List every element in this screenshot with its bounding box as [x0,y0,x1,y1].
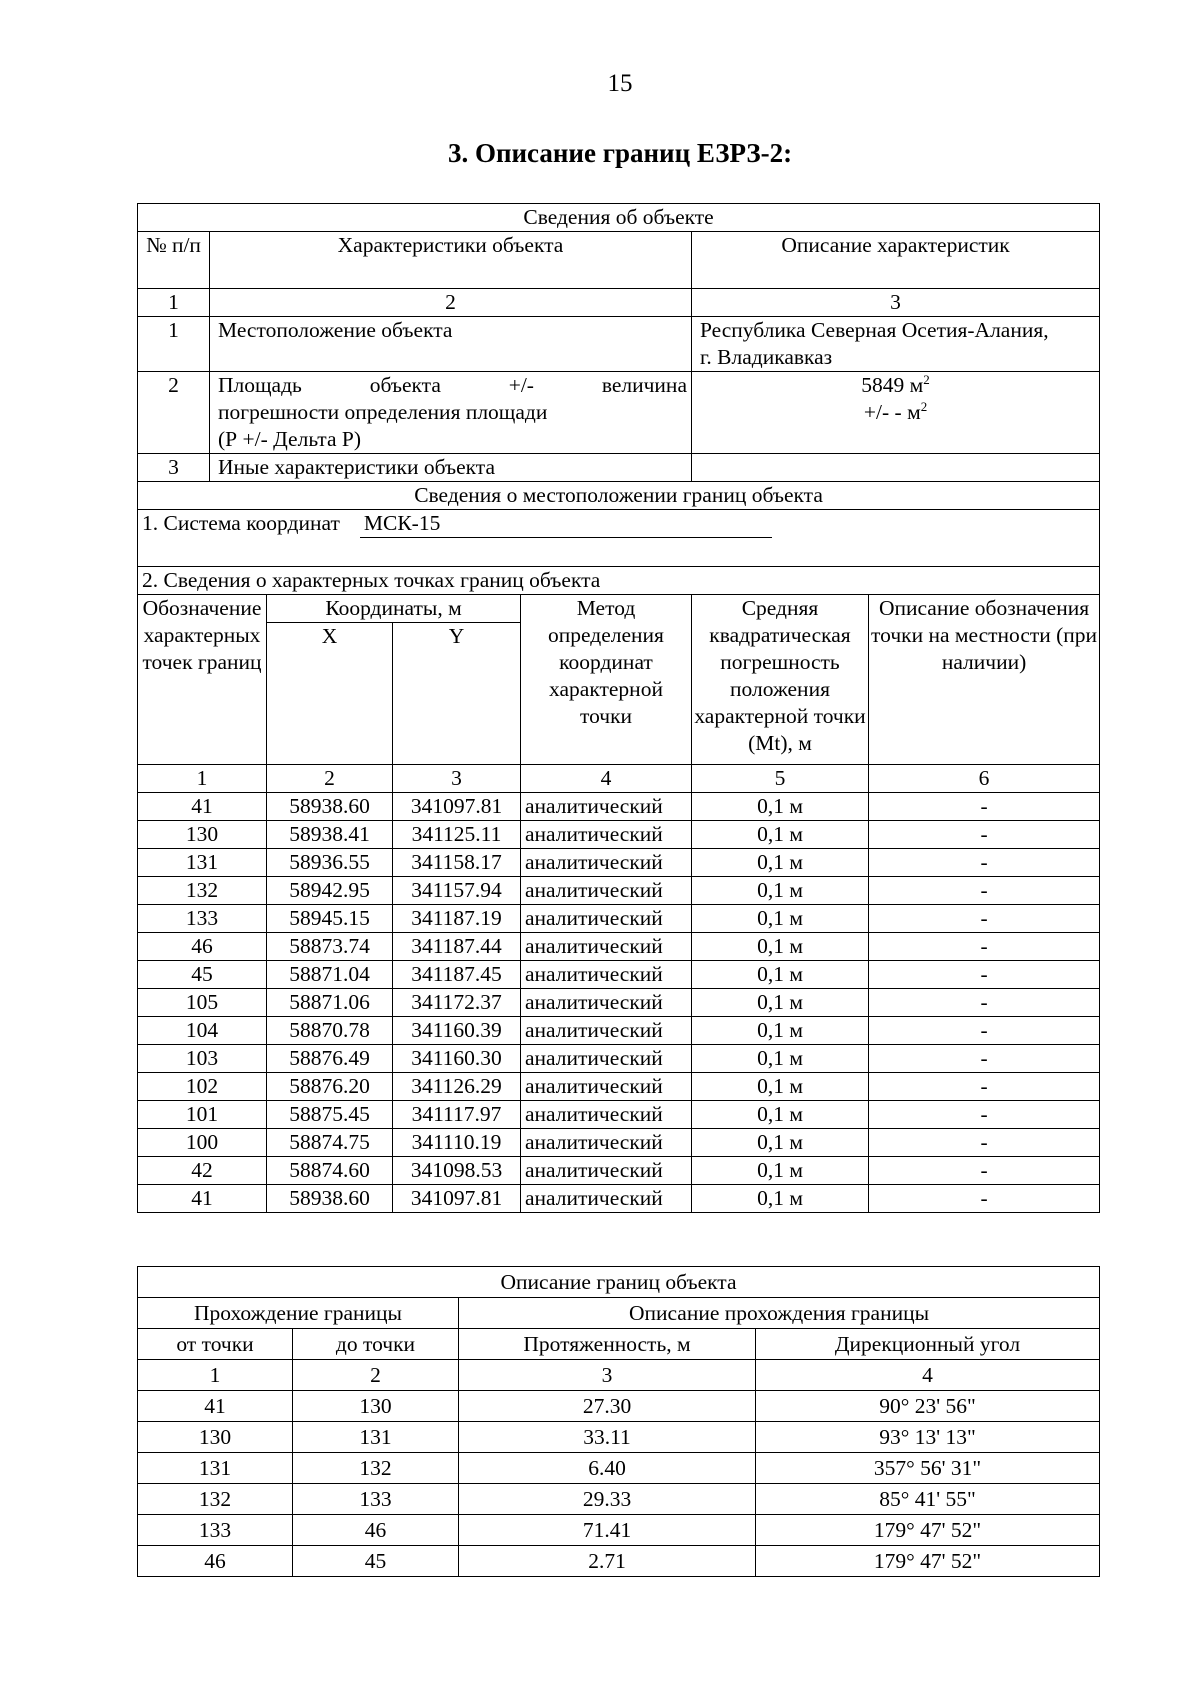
boundary-angle: 93° 13' 13" [756,1422,1100,1453]
boundary-to: 132 [293,1453,459,1484]
point-method: аналитический [521,1045,692,1073]
boundary-angle: 179° 47' 52" [756,1515,1100,1546]
table-row [138,905,1100,933]
point-description: - [869,961,1100,989]
point-x: 58874.75 [267,1129,393,1157]
boundary-to: 131 [293,1422,459,1453]
point-error: 0,1 м [692,1185,869,1213]
point-y: 341098.53 [393,1157,521,1185]
table-row [138,989,1100,1017]
point-method: аналитический [521,1073,692,1101]
point-x: 58938.60 [267,793,393,821]
point-description: - [869,1101,1100,1129]
point-description: - [869,793,1100,821]
point-designation: 130 [138,821,267,849]
point-x: 58873.74 [267,933,393,961]
boundary-to: 130 [293,1391,459,1422]
table-row [138,1391,1100,1422]
point-description: - [869,1129,1100,1157]
boundaries-table [137,1266,1100,1577]
characteristic-value [692,317,1100,372]
col-number: 1 [138,765,267,793]
point-y: 341172.37 [393,989,521,1017]
col-header-method: Метод определения координат характерной точки [521,595,692,765]
table-row [138,1515,1100,1546]
row-number: 2 [138,372,210,454]
point-description: - [869,849,1100,877]
location-header: Сведения о местоположении границ объекта [138,482,1100,510]
point-error: 0,1 м [692,1045,869,1073]
point-description: - [869,905,1100,933]
table-row [138,1484,1100,1515]
point-y: 341117.97 [393,1101,521,1129]
boundary-length: 2.71 [459,1546,756,1577]
point-description: - [869,1017,1100,1045]
point-method: аналитический [521,1129,692,1157]
point-designation: 131 [138,849,267,877]
col-header-characteristics: Характеристики объекта [210,232,692,289]
boundary-from: 130 [138,1422,293,1453]
area-label-line: Площадь объекта +/- величина [218,373,687,397]
table-row [138,877,1100,905]
point-description: - [869,989,1100,1017]
col-header-passage: Прохождение границы [138,1298,459,1329]
point-error: 0,1 м [692,989,869,1017]
point-error: 0,1 м [692,821,869,849]
col-number: 4 [756,1360,1100,1391]
point-y: 341187.45 [393,961,521,989]
point-y: 341158.17 [393,849,521,877]
point-y: 341160.39 [393,1017,521,1045]
point-designation: 104 [138,1017,267,1045]
boundary-length: 29.33 [459,1484,756,1515]
col-number: 2 [210,289,692,317]
boundary-to: 133 [293,1484,459,1515]
point-description: - [869,1045,1100,1073]
col-header-passage-desc: Описание прохождения границы [459,1298,1100,1329]
point-y: 341160.30 [393,1045,521,1073]
boundary-angle: 357° 56' 31" [756,1453,1100,1484]
boundary-from: 132 [138,1484,293,1515]
table-row [138,1045,1100,1073]
col-header-coords: Координаты, м [267,595,521,623]
characteristic-name [210,372,692,454]
point-y: 341187.44 [393,933,521,961]
page-title: 3. Описание границ ЕЗРЗ-2: [447,138,793,168]
point-method: аналитический [521,877,692,905]
point-error: 0,1 м [692,849,869,877]
point-y: 341126.29 [393,1073,521,1101]
col-header-point-desc: Описание обозначения точки на местности (при наличии) [869,595,1100,765]
col-header-length: Протяженность, м [459,1329,756,1360]
col-header-description: Описание характеристик [692,232,1100,289]
point-y: 341110.19 [393,1129,521,1157]
boundary-to: 45 [293,1546,459,1577]
coord-system-label: 1. Система координат [142,511,340,535]
point-method: аналитический [521,1101,692,1129]
point-description: - [869,1073,1100,1101]
point-x: 58876.20 [267,1073,393,1101]
point-designation: 41 [138,793,267,821]
point-method: аналитический [521,1185,692,1213]
unit-power: 2 [920,398,928,414]
location-line: Республика Северная Осетия-Алания, [700,318,1049,342]
col-number: 3 [393,765,521,793]
point-description: - [869,1185,1100,1213]
characteristic-value [692,372,1100,454]
point-error: 0,1 м [692,961,869,989]
point-designation: 105 [138,989,267,1017]
point-designation: 46 [138,933,267,961]
point-description: - [869,821,1100,849]
row-number: 1 [138,317,210,372]
object-info-table [137,203,1100,1213]
col-numbers-row [138,765,1100,793]
col-header-x: X [267,623,393,765]
boundary-angle: 85° 41' 55" [756,1484,1100,1515]
point-error: 0,1 м [692,933,869,961]
characteristic-value [692,454,1100,482]
col-header-from: от точки [138,1329,293,1360]
boundary-length: 71.41 [459,1515,756,1546]
point-error: 0,1 м [692,793,869,821]
col-header-designation: Обозначение характерных точек границ [138,595,267,765]
point-designation: 133 [138,905,267,933]
col-header-angle: Дирекционный угол [756,1329,1100,1360]
point-description: - [869,933,1100,961]
col-number: 2 [293,1360,459,1391]
point-error: 0,1 м [692,1073,869,1101]
point-designation: 101 [138,1101,267,1129]
col-number: 5 [692,765,869,793]
area-label-line: (Р +/- Дельта Р) [218,427,362,451]
area-error: +/- - м [863,400,921,424]
unit-power: 2 [923,371,930,387]
coord-system-value: МСК-15 [360,510,772,538]
table-row [138,1073,1100,1101]
table-row [138,849,1100,877]
point-y: 341097.81 [393,793,521,821]
coord-system-row [138,510,1100,567]
boundary-from: 46 [138,1546,293,1577]
col-header-error: Средняя квадратическая погрешность положения характерной точки (Mt), м [692,595,869,765]
point-method: аналитический [521,933,692,961]
point-error: 0,1 м [692,1101,869,1129]
table-row [138,1101,1100,1129]
col-number: 1 [138,1360,293,1391]
point-y: 341097.81 [393,1185,521,1213]
point-y: 341157.94 [393,877,521,905]
col-number: 6 [869,765,1100,793]
point-designation: 102 [138,1073,267,1101]
boundaries-header: Описание границ объекта [138,1267,1100,1298]
table-row [138,1453,1100,1484]
point-x: 58936.55 [267,849,393,877]
table-row [138,793,1100,821]
point-method: аналитический [521,793,692,821]
col-number: 3 [692,289,1100,317]
point-error: 0,1 м [692,1157,869,1185]
boundary-angle: 90° 23' 56" [756,1391,1100,1422]
point-method: аналитический [521,905,692,933]
point-method: аналитический [521,821,692,849]
table-row [138,933,1100,961]
table-row [138,1129,1100,1157]
col-header-no: № п/п [138,232,210,289]
boundary-angle: 179° 47' 52" [756,1546,1100,1577]
point-x: 58876.49 [267,1045,393,1073]
point-designation: 100 [138,1129,267,1157]
point-x: 58875.45 [267,1101,393,1129]
boundary-from: 131 [138,1453,293,1484]
point-method: аналитический [521,989,692,1017]
area-label-line: погрешности определения площади [218,400,548,424]
boundary-to: 46 [293,1515,459,1546]
point-designation: 45 [138,961,267,989]
col-header-y: Y [393,623,521,765]
point-description: - [869,1157,1100,1185]
point-x: 58942.95 [267,877,393,905]
point-designation: 42 [138,1157,267,1185]
point-x: 58938.41 [267,821,393,849]
point-error: 0,1 м [692,1017,869,1045]
point-method: аналитический [521,1017,692,1045]
boundary-from: 133 [138,1515,293,1546]
table-row [138,821,1100,849]
characteristic-name: Иные характеристики объекта [210,454,692,482]
col-header-to: до точки [293,1329,459,1360]
point-method: аналитический [521,961,692,989]
table-row [138,1185,1100,1213]
point-x: 58870.78 [267,1017,393,1045]
object-info-header: Сведения об объекте [138,204,1100,232]
characteristic-name: Местоположение объекта [210,317,692,372]
boundary-from: 41 [138,1391,293,1422]
table-row [138,1017,1100,1045]
point-x: 58871.06 [267,989,393,1017]
page-number: 15 [607,70,633,97]
points-header: 2. Сведения о характерных точках границ объекта [138,567,1100,595]
col-number: 1 [138,289,210,317]
point-description: - [869,877,1100,905]
col-number: 3 [459,1360,756,1391]
point-x: 58874.60 [267,1157,393,1185]
col-number: 2 [267,765,393,793]
boundary-length: 27.30 [459,1391,756,1422]
row-number: 3 [138,454,210,482]
point-designation: 41 [138,1185,267,1213]
col-number: 4 [521,765,692,793]
point-method: аналитический [521,1157,692,1185]
point-method: аналитический [521,849,692,877]
table-row [138,1546,1100,1577]
table-row [138,961,1100,989]
point-x: 58938.60 [267,1185,393,1213]
point-error: 0,1 м [692,905,869,933]
point-error: 0,1 м [692,877,869,905]
point-y: 341187.19 [393,905,521,933]
point-y: 341125.11 [393,821,521,849]
location-line: г. Владикавказ [700,345,833,369]
point-error: 0,1 м [692,1129,869,1157]
table-row [138,1422,1100,1453]
area-value: 5849 м [861,373,924,397]
point-x: 58945.15 [267,905,393,933]
table-row [138,1157,1100,1185]
point-designation: 132 [138,877,267,905]
boundary-length: 6.40 [459,1453,756,1484]
boundary-length: 33.11 [459,1422,756,1453]
point-x: 58871.04 [267,961,393,989]
point-designation: 103 [138,1045,267,1073]
